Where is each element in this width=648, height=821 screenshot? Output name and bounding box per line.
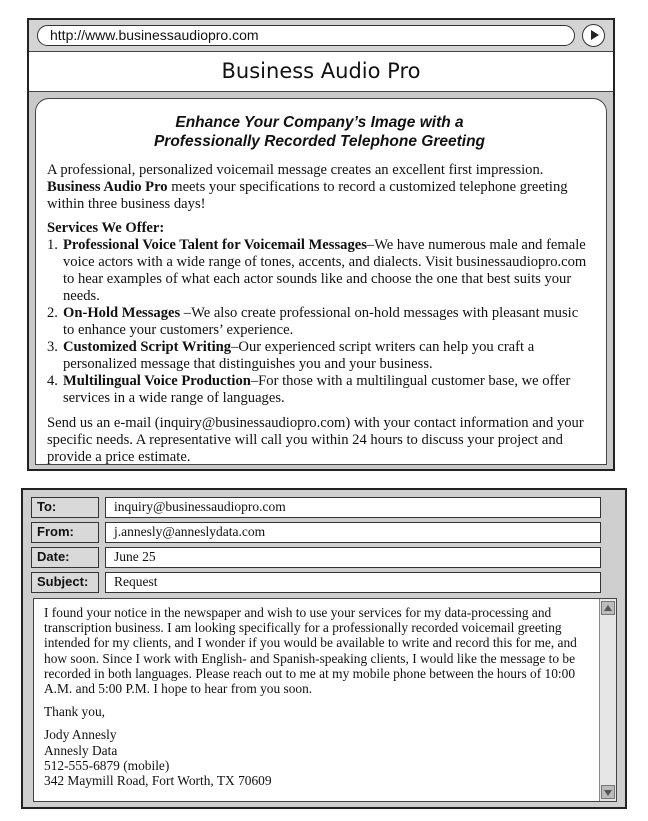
date-label: Date: (31, 547, 99, 568)
signature-phone: 512-555-6879 (mobile) (44, 757, 170, 773)
intro-brand: Business Audio Pro (47, 179, 168, 195)
service-description: –Our experienced script writers can help you craft a personalized message that distinguishes you and your business. (63, 339, 535, 372)
subject-field[interactable]: Request (105, 572, 601, 593)
email-window (21, 488, 627, 809)
service-item (47, 305, 592, 339)
service-title: Professional Voice Talent for Voicemail Messages (63, 237, 367, 253)
webpage-content (35, 98, 607, 465)
scrollbar[interactable] (599, 599, 616, 801)
service-description: –We have numerous male and female voice actors with a wide range of tones, accents, and dialects. Visit businessaudiopro.com to hear examples of what each actor sounds like and choose the one that best suits your needs. (63, 237, 587, 304)
service-number: 3. (47, 339, 58, 355)
service-title: Customized Script Writing (63, 339, 232, 355)
service-description: –We also create professional on-hold messages with pleasant music to enhance your customers’ experience. (63, 305, 579, 338)
url-field[interactable]: http://www.businessaudiopro.com (37, 25, 575, 46)
subject-label: Subject: (31, 572, 99, 593)
from-label: From: (31, 522, 99, 543)
message-text[interactable] (34, 599, 599, 801)
message-paragraph: I found your notice in the newspaper and wish to use your services for my data-processing and transcription business. I am looking specifically for a professionally recorded voicemail greeting intended for my clients, and I wonder if you would be available to write and record this for me, and how soon. Since I work with English- and Spanish-speaking clients, I would like the message to be recorded in both languages. Please reach out to me at my mobile phone between the hours of 10:00 A.M. and 5:00 P.M. I hope to hear from you soon. (44, 605, 577, 697)
headline-line-1: Enhance Your Company’s Image with a (175, 114, 464, 131)
service-number: 1. (47, 237, 58, 253)
message-body[interactable] (33, 598, 617, 802)
sign-off: Thank you, (44, 704, 105, 720)
page-headline (47, 113, 592, 151)
service-item (47, 339, 592, 373)
service-item (47, 237, 592, 305)
services-list (47, 237, 592, 407)
subject-row (31, 572, 601, 593)
service-description: –For those with a multilingual customer base, we offer services in a wide range of languages. (63, 373, 571, 406)
service-number: 4. (47, 373, 58, 389)
service-title: On-Hold Messages (63, 305, 181, 321)
signature-name: Jody Annesly (44, 727, 117, 743)
to-row (31, 497, 601, 518)
from-row (31, 522, 601, 543)
signature-address: 342 Maymill Road, Fort Worth, TX 70609 (44, 773, 272, 789)
site-title: Business Audio Pro (29, 52, 613, 92)
to-label: To: (31, 497, 99, 518)
browser-window (27, 18, 615, 471)
closing-paragraph: Send us an e-mail (inquiry@businessaudiopro.com) with your contact information and your specific needs. A representative will call you within 24 hours to discuss your project and provide a price estimate. (47, 415, 584, 465)
intro-paragraph (47, 162, 592, 213)
address-bar (29, 20, 613, 52)
intro-rest: meets your specifications to record a customized telephone greeting within three business days! (47, 179, 568, 212)
headline-line-2: Professionally Recorded Telephone Greeting (153, 133, 486, 150)
services-heading: Services We Offer: (47, 220, 165, 236)
service-number: 2. (47, 305, 58, 321)
intro-text: A professional, personalized voicemail message creates an excellent first impression. (47, 162, 544, 178)
signature-company: Annesly Data (44, 742, 118, 758)
date-field[interactable]: June 25 (105, 547, 601, 568)
scroll-up-icon[interactable] (601, 601, 615, 615)
go-button[interactable] (582, 24, 605, 47)
date-row (31, 547, 601, 568)
to-field[interactable]: inquiry@businessaudiopro.com (105, 497, 601, 518)
service-item (47, 373, 592, 407)
play-arrow-icon (591, 30, 599, 40)
from-field[interactable]: j.annesly@anneslydata.com (105, 522, 601, 543)
scroll-down-icon[interactable] (601, 785, 615, 799)
service-title: Multilingual Voice Production (63, 373, 251, 389)
